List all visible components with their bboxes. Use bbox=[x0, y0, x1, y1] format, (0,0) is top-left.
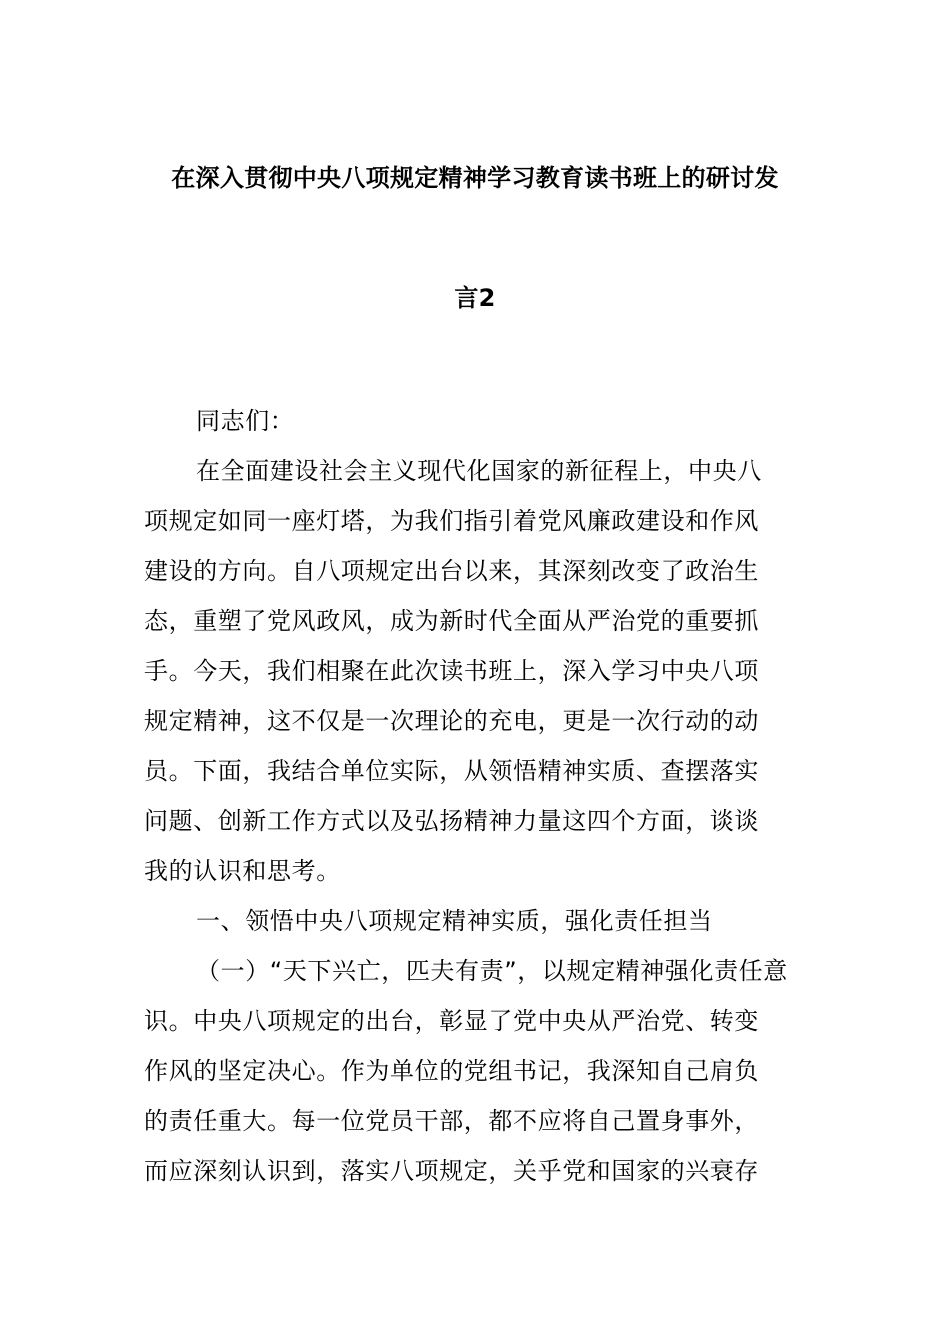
paragraph-line: 员。下面，我结合单位实际，从领悟精神实质、查摆落实 bbox=[144, 757, 759, 785]
salutation: 同志们： bbox=[196, 407, 295, 435]
paragraph-line: 态，重塑了党风政风，成为新时代全面从严治党的重要抓 bbox=[144, 607, 759, 635]
subsection-line: （一）“天下兴亡，匹夫有责”，以规定精神强化责任意 bbox=[196, 957, 788, 985]
paragraph-line: 规定精神，这不仅是一次理论的充电，更是一次行动的动 bbox=[144, 707, 759, 735]
section-heading: 一、领悟中央八项规定精神实质，强化责任担当 bbox=[196, 907, 713, 935]
paragraph-line: 而应深刻认识到，落实八项规定，关乎党和国家的兴衰存 bbox=[144, 1157, 759, 1185]
document-title-line-1: 在深入贯彻中央八项规定精神学习教育读书班上的研讨发 bbox=[171, 164, 779, 192]
paragraph-line: 手。今天，我们相聚在此次读书班上，深入学习中央八项 bbox=[144, 657, 759, 685]
document-body bbox=[144, 396, 806, 1196]
paragraph-line: 项规定如同一座灯塔，为我们指引着党风廉政建设和作风 bbox=[144, 507, 759, 535]
paragraph-line: 作风的坚定决心。作为单位的党组书记，我深知自己肩负 bbox=[144, 1057, 759, 1085]
paragraph-line: 问题、创新工作方式以及弘扬精神力量这四个方面，谈谈 bbox=[144, 807, 759, 835]
document-title-line-2: 言2 bbox=[454, 284, 496, 312]
paragraph-line: 识。中央八项规定的出台，彰显了党中央从严治党、转变 bbox=[144, 1007, 759, 1035]
paragraph-line: 建设的方向。自八项规定出台以来，其深刻改变了政治生 bbox=[144, 557, 759, 585]
paragraph-line: 我的认识和思考。 bbox=[144, 857, 341, 885]
paragraph-line: 在全面建设社会主义现代化国家的新征程上，中央八 bbox=[196, 457, 762, 485]
paragraph-line: 的责任重大。每一位党员干部，都不应将自己置身事外， bbox=[144, 1107, 759, 1135]
